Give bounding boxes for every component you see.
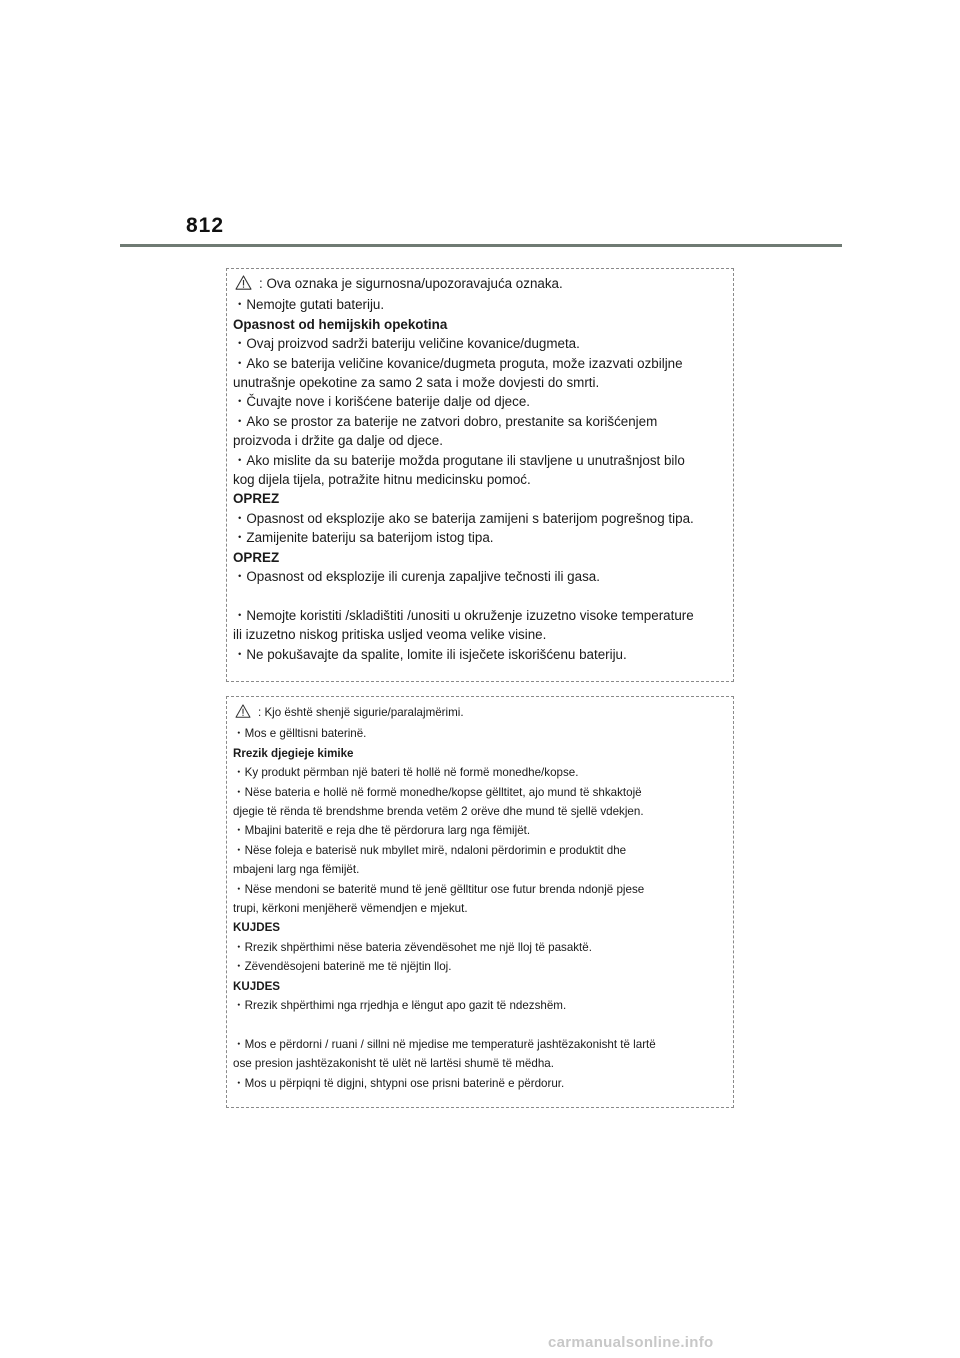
blank-line (233, 587, 733, 606)
header-rule (120, 244, 842, 247)
warning-box-albanian (226, 696, 734, 1108)
line-text: OPREZ (233, 549, 280, 565)
text-line (233, 783, 733, 802)
text-line (233, 295, 733, 314)
line-text: : Ova oznaka je sigurnosna/upozoravajuća oznaka. (259, 276, 563, 291)
line-text: ・Ky produkt përmban një bateri të hollë në formë monedhe/kopse. (233, 766, 579, 780)
page-number: 812 (186, 214, 225, 237)
line-text: ・Mos e përdorni / ruani / sillni në mjedise me temperaturë jashtëzakonisht të lartë (233, 1037, 656, 1051)
line-text: ・Zamijenite bateriju sa baterijom istog tipa. (233, 530, 494, 546)
section-heading (233, 548, 733, 567)
text-line (233, 821, 733, 840)
line-text: ・Nëse foleja e baterisë nuk mbyllet mirë, ndaloni përdorimin e produktit dhe (233, 843, 627, 857)
text-line (233, 880, 733, 899)
text-line (233, 899, 733, 918)
line-text: KUJDES (233, 921, 281, 935)
line-text: ・Rrezik shpërthimi nga rrjedhja e lëngut apo gazit të ndezshëm. (233, 999, 567, 1013)
text-line (233, 528, 733, 547)
line-text: ・Ne pokušavajte da spalite, lomite ili isječete iskorišćenu bateriju. (233, 646, 627, 662)
line-text: KUJDES (233, 979, 281, 993)
text-line (233, 625, 733, 644)
warning-triangle-icon (235, 704, 251, 724)
line-text: ・Nëse bateria e hollë në formë monedhe/kopse gëlltitet, ajo mund të shkaktojë (233, 785, 642, 799)
text-line (233, 1035, 733, 1054)
text-line (233, 703, 733, 724)
text-line (233, 567, 733, 586)
line-text: ・Opasnost od eksplozije ako se baterija zamijeni s baterijom pogrešnog tipa. (233, 510, 694, 526)
text-line (233, 373, 733, 392)
text-line (233, 860, 733, 879)
line-text: ili izuzetno niskog pritiska usljed veoma velike visine. (233, 627, 547, 643)
watermark: carmanualsonline.info (548, 1334, 714, 1351)
text-line (233, 334, 733, 353)
text-line (233, 957, 733, 976)
line-text: trupi, kërkoni menjëherë vëmendjen e mjekut. (233, 902, 468, 916)
line-text: ・Mos u përpiqni të digjni, shtypni ose prisni baterinë e përdorur. (233, 1076, 565, 1090)
text-line (233, 354, 733, 373)
line-text: : Kjo është shenjë sigurie/paralajmërimi. (258, 706, 464, 719)
line-text: ・Opasnost od eksplozije ili curenja zapaljive tečnosti ili gasa. (233, 569, 600, 585)
line-text: proizvoda i držite ga dalje od djece. (233, 433, 443, 449)
text-line (233, 431, 733, 450)
line-text: ose presion jashtëzakonisht të ulët në lartësi shumë të mëdha. (233, 1057, 554, 1071)
line-text: ・Zëvendësojeni baterinë me të njëjtin lloj. (233, 960, 452, 974)
line-text: ・Rrezik shpërthimi nëse bateria zëvendësohet me një lloj të pasaktë. (233, 940, 592, 954)
text-line (233, 509, 733, 528)
text-line (233, 392, 733, 411)
text-line (233, 724, 733, 743)
line-text: OPREZ (233, 491, 280, 507)
text-line (233, 451, 733, 470)
line-text: ・Mbajini bateritë e reja dhe të përdorura larg nga fëmijët. (233, 824, 531, 838)
line-text: ・Ako se prostor za baterije ne zatvori dobro, prestanite sa korišćenjem (233, 413, 658, 429)
section-heading (233, 977, 733, 996)
text-line (233, 938, 733, 957)
line-text: ・Ovaj proizvod sadrži bateriju veličine kovanice/dugmeta. (233, 336, 580, 352)
line-text: kog dijela tijela, potražite hitnu medicinsku pomoć. (233, 472, 531, 488)
line-text: unutrašnje opekotine za samo 2 sata i može dovjesti do smrti. (233, 375, 600, 391)
text-line (233, 996, 733, 1015)
section-heading (233, 744, 733, 763)
section-heading (233, 489, 733, 508)
line-text: ・Nëse mendoni se bateritë mund të jenë gëlltitur ose futur brenda ndonjë pjese (233, 882, 645, 896)
line-text: ・Nemojte gutati bateriju. (233, 297, 385, 313)
text-line (233, 1074, 733, 1093)
line-text: ・Ako mislite da su baterije možda progutane ili stavljene u unutrašnjost bilo (233, 452, 685, 468)
text-line (233, 802, 733, 821)
text-line (233, 841, 733, 860)
text-line (233, 274, 733, 295)
blank-line (233, 1016, 733, 1035)
text-line (233, 645, 733, 664)
section-heading (233, 315, 733, 334)
line-text: Opasnost od hemijskih opekotina (233, 316, 448, 332)
warning-box-bosnian (226, 268, 734, 682)
text-line (233, 412, 733, 431)
line-text: djegie të rënda të brendshme brenda vetëm 2 orëve dhe mund të sjellë vdekjen. (233, 805, 644, 819)
line-text: ・Ako se baterija veličine kovanice/dugmeta proguta, može izazvati ozbiljne (233, 355, 683, 371)
text-line (233, 1054, 733, 1073)
line-text: ・Mos e gëlltisni baterinë. (233, 727, 367, 741)
section-heading (233, 918, 733, 937)
warning-triangle-icon (235, 275, 252, 295)
text-line (233, 606, 733, 625)
line-text: ・Nemojte koristiti /skladištiti /unositi u okruženje izuzetno visoke temperature (233, 607, 694, 623)
text-line (233, 470, 733, 489)
line-text: mbajeni larg nga fëmijët. (233, 863, 360, 877)
text-line (233, 763, 733, 782)
line-text: Rrezik djegieje kimike (233, 746, 354, 760)
line-text: ・Čuvajte nove i korišćene baterije dalje od djece. (233, 394, 530, 410)
